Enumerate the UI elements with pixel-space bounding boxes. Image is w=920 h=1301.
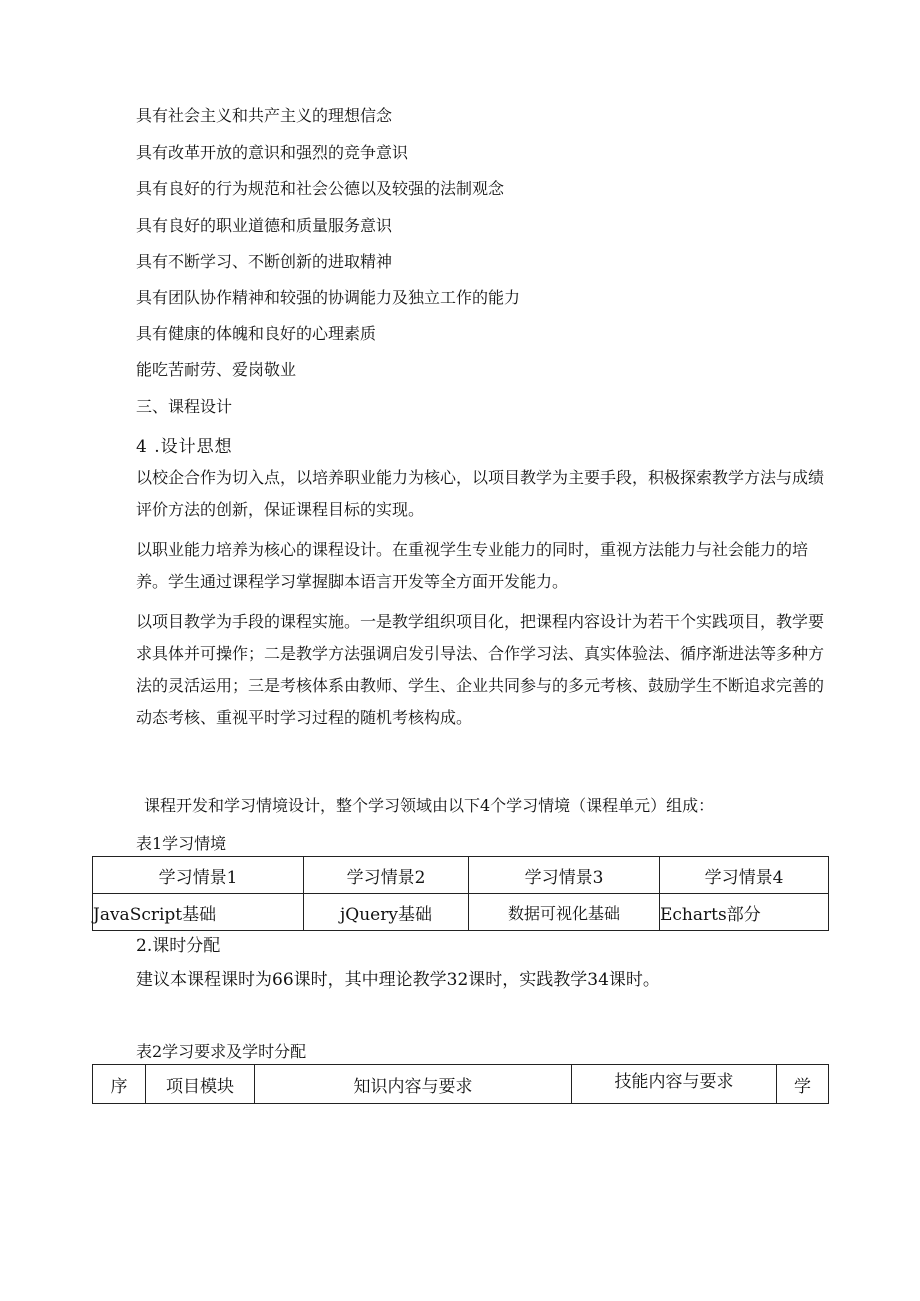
table-row <box>93 857 829 894</box>
design-heading: 4 .设计思想 <box>136 437 233 457</box>
table-header-cell: 学习情景2 <box>304 857 469 894</box>
hours-allocation-table <box>92 1064 829 1104</box>
quality-item-3: 具有良好的行为规范和社会公德以及较强的法制观念 <box>136 179 505 198</box>
paragraph-1 <box>136 462 830 526</box>
learning-situation-table <box>92 856 829 931</box>
paragraph-2 <box>136 534 830 598</box>
table-cell: jQuery基础 <box>304 894 469 931</box>
quality-item-6: 具有团队协作精神和较强的协调能力及独立工作的能力 <box>136 288 521 307</box>
quality-item-4: 具有良好的职业道德和质量服务意识 <box>136 216 393 235</box>
quality-item-1: 具有社会主义和共产主义的理想信念 <box>136 106 393 125</box>
table-header-cell: 序 <box>93 1065 146 1104</box>
table-header-cell: 知识内容与要求 <box>255 1065 572 1104</box>
quality-item-7: 具有健康的体魄和良好的心理素质 <box>136 324 377 343</box>
table-header-cell: 项目模块 <box>146 1065 255 1104</box>
table-cell: JavaScript基础 <box>93 894 304 931</box>
quality-item-8: 能吃苦耐劳、爱岗敬业 <box>136 360 297 379</box>
paragraph-1-text: 以校企合作为切入点，以培养职业能力为核心，以项目教学为主要手段，积极探索教学方法与成绩评价方法的创新，保证课程目标的实现。 <box>136 468 825 519</box>
table-cell: Echarts部分 <box>660 894 829 931</box>
section-heading: 三、课程设计 <box>136 397 233 416</box>
table-header-cell: 学 <box>777 1065 829 1104</box>
quality-item-2: 具有改革开放的意识和强烈的竞争意识 <box>136 143 409 162</box>
table-row <box>93 894 829 931</box>
table-header-cell: 技能内容与要求 <box>572 1065 777 1104</box>
situation-intro: 课程开发和学习情境设计，整个学习领域由以下4个学习情境（课程单元）组成： <box>144 796 715 815</box>
paragraph-2-text: 以职业能力培养为核心的课程设计。在重视学生专业能力的同时，重视方法能力与社会能力的培养。学生通过课程学习掌握脚本语言开发等全方面开发能力。 <box>136 540 809 591</box>
hours-heading: 2.课时分配 <box>136 936 221 956</box>
table-header-cell: 学习情景1 <box>93 857 304 894</box>
table2-caption: 表2学习要求及学时分配 <box>136 1042 307 1061</box>
table1-caption: 表1学习情境 <box>136 834 227 853</box>
table-header-cell: 学习情景4 <box>660 857 829 894</box>
hours-text: 建议本课程课时为66课时，其中理论教学32课时，实践教学34课时。 <box>136 970 660 990</box>
table-header-cell: 学习情景3 <box>469 857 660 894</box>
paragraph-3 <box>136 606 830 734</box>
paragraph-3-text: 以项目教学为手段的课程实施。一是教学组织项目化，把课程内容设计为若干个实践项目，教学要求具体并可操作；二是教学方法强调启发引导法、合作学习法、真实体验法、循序渐进法等多种方法的灵活运用；三是考核体系由教师、学生、企业共同参与的多元考核、鼓励学生不断追求完善的动态考核、重视平时学习过程的随机考核构成。 <box>136 612 825 727</box>
table-cell: 数据可视化基础 <box>469 894 660 931</box>
quality-item-5: 具有不断学习、不断创新的进取精神 <box>136 252 393 271</box>
table-row <box>93 1065 829 1104</box>
